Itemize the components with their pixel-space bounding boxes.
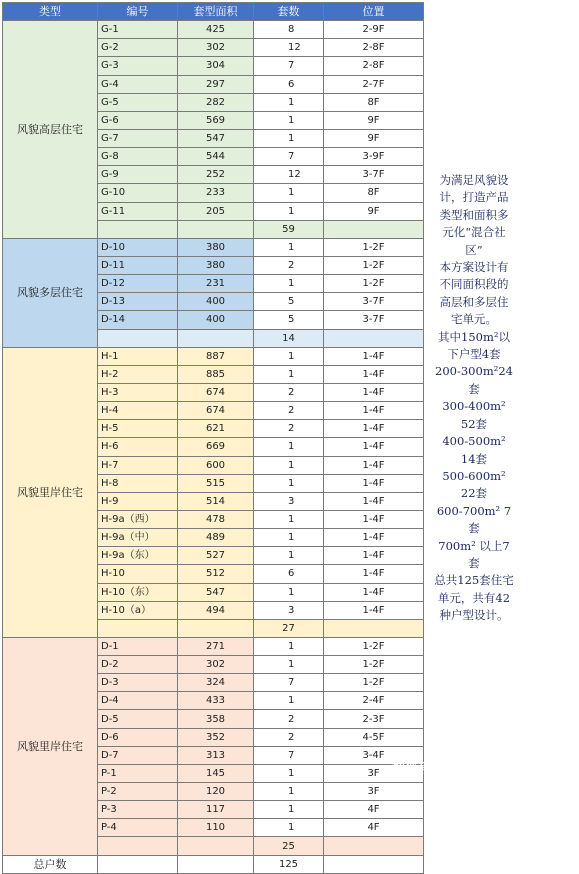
unit-code-cell: H-2: [98, 365, 178, 383]
unit-position-cell: 1-4F: [324, 601, 424, 619]
note-line: 14套: [460, 451, 488, 466]
unit-code-cell: H-10: [98, 565, 178, 583]
note-line: 200-300m²24: [435, 364, 513, 379]
unit-code-cell: H-9a（中）: [98, 529, 178, 547]
note-line: 下户型4套: [447, 347, 501, 362]
note-line: 区”: [465, 242, 483, 257]
unit-count-cell: 3: [254, 492, 324, 510]
unit-code-cell: H-9a（西）: [98, 510, 178, 528]
unit-code-cell: G-2: [98, 39, 178, 57]
unit-code-cell: G-11: [98, 202, 178, 220]
unit-position-cell: 1-4F: [324, 547, 424, 565]
unit-position-cell: 4F: [324, 801, 424, 819]
subtotal-empty-cell: [98, 619, 178, 637]
unit-area-cell: 252: [178, 166, 254, 184]
unit-count-cell: 1: [254, 129, 324, 147]
unit-count-cell: 1: [254, 184, 324, 202]
header-code: 编号: [98, 3, 178, 21]
subtotal-empty-cell: [324, 220, 424, 238]
unit-code-cell: G-8: [98, 148, 178, 166]
unit-count-cell: 1: [254, 438, 324, 456]
unit-area-cell: 887: [178, 347, 254, 365]
unit-count-cell: 7: [254, 674, 324, 692]
unit-count-cell: 1: [254, 111, 324, 129]
unit-position-cell: 2-8F: [324, 39, 424, 57]
header-position: 位置: [324, 3, 424, 21]
unit-code-cell: P-2: [98, 783, 178, 801]
unit-area-cell: 302: [178, 656, 254, 674]
unit-count-cell: 1: [254, 202, 324, 220]
unit-position-cell: 3F: [324, 783, 424, 801]
unit-code-cell: D-4: [98, 692, 178, 710]
unit-code-cell: G-1: [98, 21, 178, 39]
note-line: 宅单元。: [451, 312, 497, 327]
unit-position-cell: 1-2F: [324, 238, 424, 256]
unit-code-cell: H-6: [98, 438, 178, 456]
note-line: 400-500m²: [442, 434, 506, 449]
unit-position-cell: 1-4F: [324, 474, 424, 492]
unit-position-cell: 4F: [324, 819, 424, 837]
unit-area-cell: 433: [178, 692, 254, 710]
unit-position-cell: 2-7F: [324, 75, 424, 93]
unit-area-cell: 145: [178, 764, 254, 782]
unit-area-cell: 674: [178, 402, 254, 420]
unit-area-cell: 478: [178, 510, 254, 528]
note-line: 高层和多层住: [439, 294, 509, 309]
unit-area-cell: 600: [178, 456, 254, 474]
unit-position-cell: 2-4F: [324, 692, 424, 710]
unit-area-cell: 358: [178, 710, 254, 728]
unit-count-cell: 2: [254, 728, 324, 746]
unit-position-cell: 2-8F: [324, 57, 424, 75]
subtotal-empty-cell: [98, 220, 178, 238]
unit-position-cell: 1-4F: [324, 365, 424, 383]
unit-code-cell: D-7: [98, 746, 178, 764]
unit-code-cell: H-7: [98, 456, 178, 474]
unit-code-cell: D-14: [98, 311, 178, 329]
unit-position-cell: 3-9F: [324, 148, 424, 166]
total-empty-cell: [98, 855, 178, 873]
header-count: 套数: [254, 3, 324, 21]
unit-count-cell: 1: [254, 365, 324, 383]
unit-area-cell: 233: [178, 184, 254, 202]
unit-code-cell: D-2: [98, 656, 178, 674]
unit-count-cell: 6: [254, 565, 324, 583]
unit-count-cell: 1: [254, 583, 324, 601]
unit-count-cell: 1: [254, 93, 324, 111]
type-cell: 风貌多层住宅: [3, 238, 98, 347]
unit-position-cell: 1-4F: [324, 583, 424, 601]
table-row: [3, 21, 424, 39]
subtotal-empty-cell: [178, 619, 254, 637]
subtotal-empty-cell: [324, 329, 424, 347]
note-line: 元化“混合社: [442, 225, 506, 240]
unit-code-cell: H-5: [98, 420, 178, 438]
unit-position-cell: 1-4F: [324, 383, 424, 401]
unit-position-cell: 8F: [324, 184, 424, 202]
table-body: [3, 21, 424, 874]
unit-position-cell: 9F: [324, 129, 424, 147]
subtotal-empty-cell: [324, 837, 424, 855]
subtotal-value: 14: [254, 329, 324, 347]
total-empty-cell: [324, 855, 424, 873]
design-note: [426, 172, 522, 625]
note-line: 不同面积段的: [439, 277, 509, 292]
unit-area-cell: 282: [178, 93, 254, 111]
unit-count-cell: 1: [254, 456, 324, 474]
table-row: [3, 637, 424, 655]
note-line: 52套: [460, 416, 488, 431]
unit-position-cell: 2-9F: [324, 21, 424, 39]
unit-position-cell: 3-7F: [324, 166, 424, 184]
unit-area-cell: 117: [178, 801, 254, 819]
subtotal-empty-cell: [98, 329, 178, 347]
unit-code-cell: G-6: [98, 111, 178, 129]
unit-area-cell: 547: [178, 583, 254, 601]
unit-code-cell: H-9: [98, 492, 178, 510]
unit-code-cell: G-9: [98, 166, 178, 184]
subtotal-empty-cell: [324, 619, 424, 637]
unit-code-cell: D-10: [98, 238, 178, 256]
unit-count-cell: 1: [254, 764, 324, 782]
note-line: 本方案设计有: [439, 260, 509, 275]
note-line: 套: [468, 381, 480, 396]
unit-area-cell: 352: [178, 728, 254, 746]
note-line: 套: [468, 555, 480, 570]
table-row: [3, 347, 424, 365]
note-line: 套: [468, 521, 480, 536]
unit-count-cell: 1: [254, 238, 324, 256]
subtotal-empty-cell: [178, 837, 254, 855]
unit-area-cell: 669: [178, 438, 254, 456]
unit-area-cell: 527: [178, 547, 254, 565]
unit-area-cell: 205: [178, 202, 254, 220]
unit-count-cell: 1: [254, 529, 324, 547]
total-row: [3, 855, 424, 873]
unit-code-cell: H-1: [98, 347, 178, 365]
unit-count-cell: 12: [254, 39, 324, 57]
unit-position-cell: 3-7F: [324, 311, 424, 329]
unit-area-cell: 885: [178, 365, 254, 383]
unit-code-cell: G-7: [98, 129, 178, 147]
unit-area-cell: 304: [178, 57, 254, 75]
unit-count-cell: 7: [254, 746, 324, 764]
unit-area-cell: 621: [178, 420, 254, 438]
unit-area-cell: 425: [178, 21, 254, 39]
type-cell: 风貌里岸住宅: [3, 347, 98, 637]
unit-area-cell: 110: [178, 819, 254, 837]
unit-position-cell: 1-4F: [324, 420, 424, 438]
unit-code-cell: G-4: [98, 75, 178, 93]
unit-count-cell: 2: [254, 710, 324, 728]
unit-position-cell: 1-4F: [324, 529, 424, 547]
unit-position-cell: 8F: [324, 93, 424, 111]
unit-position-cell: 1-4F: [324, 492, 424, 510]
unit-position-cell: 1-4F: [324, 347, 424, 365]
unit-position-cell: 1-4F: [324, 402, 424, 420]
subtotal-value: 25: [254, 837, 324, 855]
note-line: 300-400m²: [442, 399, 506, 414]
unit-area-cell: 231: [178, 275, 254, 293]
total-empty-cell: [178, 855, 254, 873]
unit-area-cell: 400: [178, 311, 254, 329]
unit-count-cell: 7: [254, 57, 324, 75]
table-row: [3, 238, 424, 256]
unit-code-cell: H-3: [98, 383, 178, 401]
unit-count-cell: 2: [254, 383, 324, 401]
unit-count-cell: 1: [254, 474, 324, 492]
unit-area-cell: 514: [178, 492, 254, 510]
unit-area-cell: 324: [178, 674, 254, 692]
watermark-text: 搜狐号@搜狐焦点苏州站: [392, 762, 536, 777]
unit-code-cell: P-3: [98, 801, 178, 819]
unit-count-cell: 1: [254, 347, 324, 365]
total-value: 125: [254, 855, 324, 873]
unit-count-cell: 2: [254, 420, 324, 438]
unit-area-cell: 313: [178, 746, 254, 764]
unit-count-cell: 3: [254, 601, 324, 619]
unit-position-cell: 1-2F: [324, 275, 424, 293]
unit-count-cell: 1: [254, 510, 324, 528]
unit-area-cell: 547: [178, 129, 254, 147]
unit-position-cell: 1-2F: [324, 674, 424, 692]
header-type: 类型: [3, 3, 98, 21]
unit-count-cell: 6: [254, 75, 324, 93]
unit-area-cell: 569: [178, 111, 254, 129]
unit-position-cell: 1-2F: [324, 637, 424, 655]
unit-count-cell: 8: [254, 21, 324, 39]
note-line: 单元，共有42: [437, 590, 511, 605]
unit-area-cell: 544: [178, 148, 254, 166]
unit-code-cell: G-5: [98, 93, 178, 111]
unit-code-cell: H-9a（东）: [98, 547, 178, 565]
note-line: 为满足风貌设: [439, 173, 509, 187]
note-line: 类型和面积多: [439, 207, 509, 222]
unit-code-cell: H-8: [98, 474, 178, 492]
unit-area-cell: 120: [178, 783, 254, 801]
unit-position-cell: 9F: [324, 202, 424, 220]
unit-count-cell: 5: [254, 311, 324, 329]
note-line: 计，打造产品: [439, 190, 509, 205]
unit-count-cell: 1: [254, 783, 324, 801]
unit-count-cell: 5: [254, 293, 324, 311]
note-line: 其中150m²以: [438, 329, 510, 344]
unit-count-cell: 1: [254, 275, 324, 293]
unit-count-cell: 2: [254, 256, 324, 274]
type-cell: 风貌里岸住宅: [3, 637, 98, 855]
subtotal-empty-cell: [98, 837, 178, 855]
unit-position-cell: 1-4F: [324, 565, 424, 583]
note-line: 22套: [460, 486, 488, 501]
unit-count-cell: 12: [254, 166, 324, 184]
header-area: 套型面积: [178, 3, 254, 21]
unit-count-cell: 1: [254, 692, 324, 710]
unit-position-cell: 3-7F: [324, 293, 424, 311]
unit-code-cell: D-12: [98, 275, 178, 293]
unit-count-cell: 1: [254, 801, 324, 819]
unit-position-cell: 1-4F: [324, 438, 424, 456]
subtotal-empty-cell: [178, 329, 254, 347]
type-cell: 风貌高层住宅: [3, 21, 98, 239]
unit-code-cell: H-4: [98, 402, 178, 420]
unit-area-cell: 515: [178, 474, 254, 492]
subtotal-value: 27: [254, 619, 324, 637]
unit-code-cell: D-3: [98, 674, 178, 692]
unit-position-cell: 3-4F: [324, 746, 424, 764]
unit-area-cell: 302: [178, 39, 254, 57]
unit-count-cell: 1: [254, 547, 324, 565]
watermark: [392, 758, 572, 782]
unit-position-cell: 3F: [324, 764, 424, 782]
unit-code-cell: D-5: [98, 710, 178, 728]
note-line: 600-700m² 7: [436, 503, 512, 518]
unit-area-cell: 380: [178, 256, 254, 274]
unit-position-cell: 1-2F: [324, 656, 424, 674]
unit-area-cell: 400: [178, 293, 254, 311]
unit-code-cell: P-1: [98, 764, 178, 782]
unit-type-table: [2, 2, 424, 874]
unit-area-cell: 380: [178, 238, 254, 256]
total-label: 总户数: [3, 855, 98, 873]
unit-code-cell: H-10（东）: [98, 583, 178, 601]
unit-area-cell: 674: [178, 383, 254, 401]
subtotal-empty-cell: [178, 220, 254, 238]
unit-position-cell: 1-4F: [324, 456, 424, 474]
unit-count-cell: 7: [254, 148, 324, 166]
unit-area-cell: 271: [178, 637, 254, 655]
unit-code-cell: D-11: [98, 256, 178, 274]
unit-position-cell: 4-5F: [324, 728, 424, 746]
unit-count-cell: 1: [254, 819, 324, 837]
unit-code-cell: P-4: [98, 819, 178, 837]
unit-position-cell: 9F: [324, 111, 424, 129]
unit-position-cell: 1-2F: [324, 256, 424, 274]
unit-code-cell: D-1: [98, 637, 178, 655]
note-line: 种户型设计。: [439, 608, 509, 623]
note-line: 500-600m²: [442, 468, 506, 483]
unit-code-cell: D-6: [98, 728, 178, 746]
unit-area-cell: 494: [178, 601, 254, 619]
unit-area-cell: 489: [178, 529, 254, 547]
unit-count-cell: 1: [254, 656, 324, 674]
unit-area-cell: 297: [178, 75, 254, 93]
unit-count-cell: 2: [254, 402, 324, 420]
unit-code-cell: D-13: [98, 293, 178, 311]
unit-code-cell: G-3: [98, 57, 178, 75]
unit-position-cell: 2-3F: [324, 710, 424, 728]
note-line: 700m² 以上7: [438, 538, 510, 553]
table-header-row: [3, 3, 424, 21]
unit-code-cell: G-10: [98, 184, 178, 202]
unit-code-cell: H-10（a）: [98, 601, 178, 619]
unit-position-cell: 1-4F: [324, 510, 424, 528]
unit-area-cell: 512: [178, 565, 254, 583]
unit-count-cell: 1: [254, 637, 324, 655]
subtotal-value: 59: [254, 220, 324, 238]
note-line: 总共125套住宅: [434, 573, 514, 588]
